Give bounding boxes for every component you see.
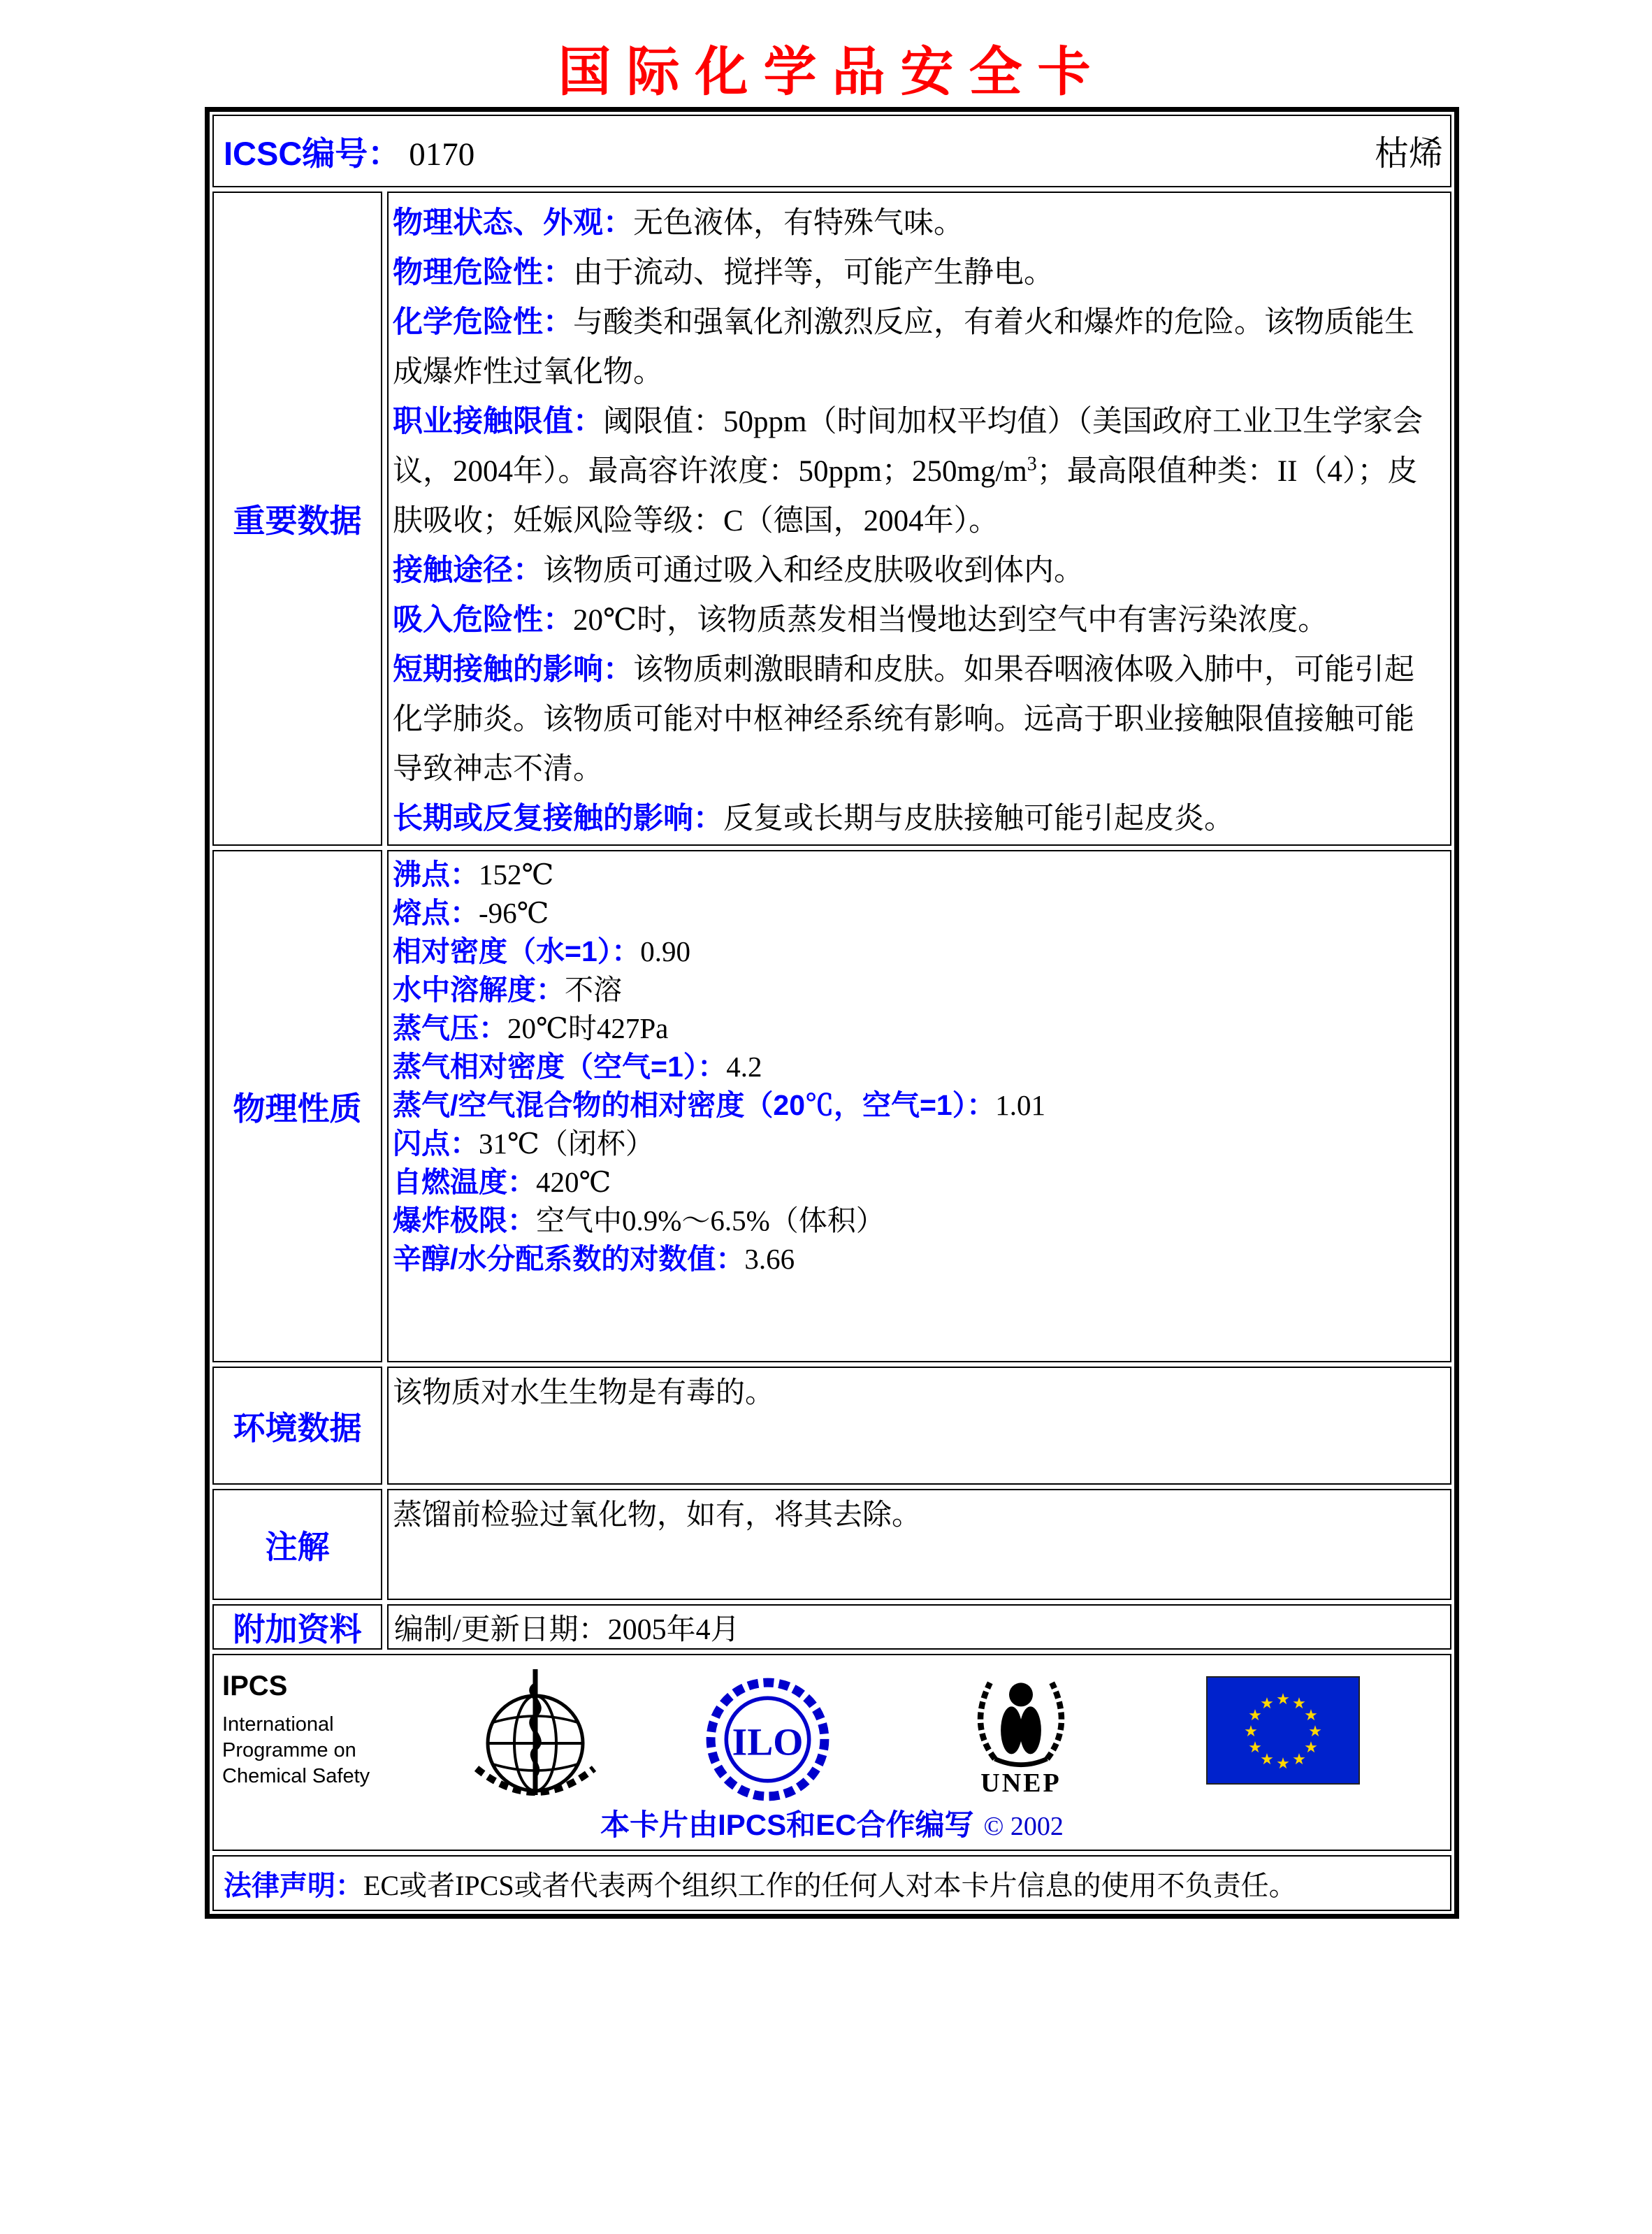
entry-occupational-exposure-limits: 职业接触限值：阈限值：50ppm（时间加权平均值）（美国政府工业卫生学家会议，2004年）。最高容许浓度：50ppm；$250mg/m^3$；最高限值种类：II（4）；皮肤吸收；妊娠风险等级：C（德国，2004年）。 [393, 405, 1423, 538]
legal-label: 法律声明： [224, 1870, 363, 1901]
environmental-data-row [212, 1367, 1451, 1485]
additional-info-row [212, 1604, 1451, 1650]
section-label-notes: 注解 [212, 1489, 382, 1600]
section-label-physical-properties: 物理性质 [212, 850, 382, 1362]
ilo-monogram: ILO [732, 1721, 804, 1764]
header-cell [212, 115, 1451, 187]
eu-flag-icon [1206, 1676, 1360, 1785]
legal-text: EC或者IPCS或者代表两个组织工作的任何人对本卡片信息的使用不负责任。 [363, 1869, 1297, 1901]
svg-text:★: ★ [1260, 1695, 1274, 1713]
svg-text:★: ★ [1292, 1695, 1306, 1713]
logos-row [212, 1654, 1451, 1851]
important-data-row [212, 192, 1451, 846]
chemical-name: 枯烯 [1374, 134, 1443, 173]
prop-flash-point: 闪点：31℃（闭杯） [393, 1127, 654, 1160]
ipcs-text-block: IPCS International Programme on Chemical Safety [222, 1671, 370, 1787]
physical-properties-content [387, 850, 1451, 1362]
svg-text:★: ★ [1308, 1723, 1322, 1741]
ipcs-acronym: IPCS [222, 1671, 288, 1701]
prop-melting-point: 熔点：-96℃ [393, 897, 549, 929]
notes-row [212, 1489, 1451, 1600]
section-label-environmental-data: 环境数据 [212, 1367, 382, 1485]
prop-water-solubility: 水中溶解度：不溶 [393, 974, 622, 1006]
physical-properties-row [212, 850, 1451, 1362]
svg-text:★: ★ [1292, 1751, 1306, 1768]
cooperation-caption: 本卡片由IPCS和EC合作编写 © 2002 [600, 1808, 1064, 1841]
logos-cell [212, 1654, 1451, 1851]
environmental-data-content: 该物质对水生生物是有毒的。 [387, 1367, 1451, 1485]
prop-autoignition-temperature: 自燃温度：420℃ [393, 1166, 611, 1198]
unep-wordmark: UNEP [980, 1768, 1062, 1798]
notes-content: 蒸馏前检验过氧化物，如有，将其去除。 [387, 1489, 1451, 1600]
icsc-number-group [224, 128, 474, 175]
important-data-content [387, 192, 1451, 846]
svg-text:★: ★ [1244, 1723, 1258, 1741]
prop-vapour-air-mixture-density: 蒸气/空气混合物的相对密度（20℃，空气=1）：1.01 [393, 1089, 1045, 1121]
prop-relative-density: 相对密度（水=1）：0.90 [393, 935, 690, 967]
icsc-number-value: 0170 [409, 136, 475, 173]
entry-chemical-dangers: 化学危险性：与酸类和强氧化剂激烈反应，有着火和爆炸的危险。该物质能生成爆炸性过氧化物。 [393, 305, 1414, 389]
legal-cell [212, 1855, 1451, 1911]
copyright: © 2002 [983, 1812, 1064, 1841]
entry-short-term-effects: 短期接触的影响：该物质刺激眼睛和皮肤。如果吞咽液体吸入肺中，可能引起化学肺炎。该物质可能对中枢神经系统有影响。远高于职业接触限值接触可能导致神志不清。 [393, 653, 1414, 786]
svg-text:★: ★ [1260, 1751, 1274, 1768]
svg-text:★: ★ [1248, 1707, 1262, 1724]
additional-info-content: 编制/更新日期：2005年4月 [387, 1604, 1451, 1650]
entry-physical-dangers: 物理危险性：由于流动、搅拌等，可能产生静电。 [393, 256, 1054, 289]
icsc-card [205, 107, 1459, 1919]
superscript-3: 3 [1027, 453, 1037, 475]
unep-logo-icon [962, 1664, 1080, 1768]
prop-vapour-pressure: 蒸气压：20℃时427Pa [393, 1012, 669, 1044]
entry-routes-of-exposure: 接触途径：该物质可通过吸入和经皮肤吸收到体内。 [393, 554, 1084, 587]
page-title: 国际化学品安全卡 [558, 41, 1106, 103]
entry-inhalation-risk: 吸入危险性：20℃时，该物质蒸发相当慢地达到空气中有害污染浓度。 [393, 603, 1328, 637]
section-label-additional-info: 附加资料 [212, 1604, 382, 1650]
section-label-important-data: 重要数据 [212, 192, 382, 846]
ilo-logo-icon [703, 1675, 832, 1808]
prop-octanol-water-partition: 辛醇/水分配系数的对数值：3.66 [393, 1243, 795, 1275]
svg-text:★: ★ [1276, 1755, 1290, 1773]
header-row [212, 115, 1451, 187]
legal-row [212, 1855, 1451, 1911]
who-logo-icon [465, 1662, 605, 1819]
prop-boiling-point: 沸点：152℃ [393, 858, 554, 891]
prop-vapour-relative-density: 蒸气相对密度（空气=1）：4.2 [393, 1051, 762, 1083]
icsc-number-label: ICSC编号： [224, 134, 401, 172]
unep-logo-block [962, 1664, 1080, 1799]
entry-physical-state: 物理状态、外观：无色液体，有特殊气味。 [393, 206, 964, 240]
entry-long-term-effects: 长期或反复接触的影响：反复或长期与皮肤接触可能引起皮炎。 [393, 802, 1234, 835]
svg-text:★: ★ [1248, 1739, 1262, 1757]
svg-text:★: ★ [1276, 1691, 1290, 1708]
svg-text:★: ★ [1304, 1707, 1318, 1724]
svg-text:★: ★ [1304, 1739, 1318, 1757]
prop-explosive-limits: 爆炸极限：空气中0.9%～6.5%（体积） [393, 1204, 885, 1237]
